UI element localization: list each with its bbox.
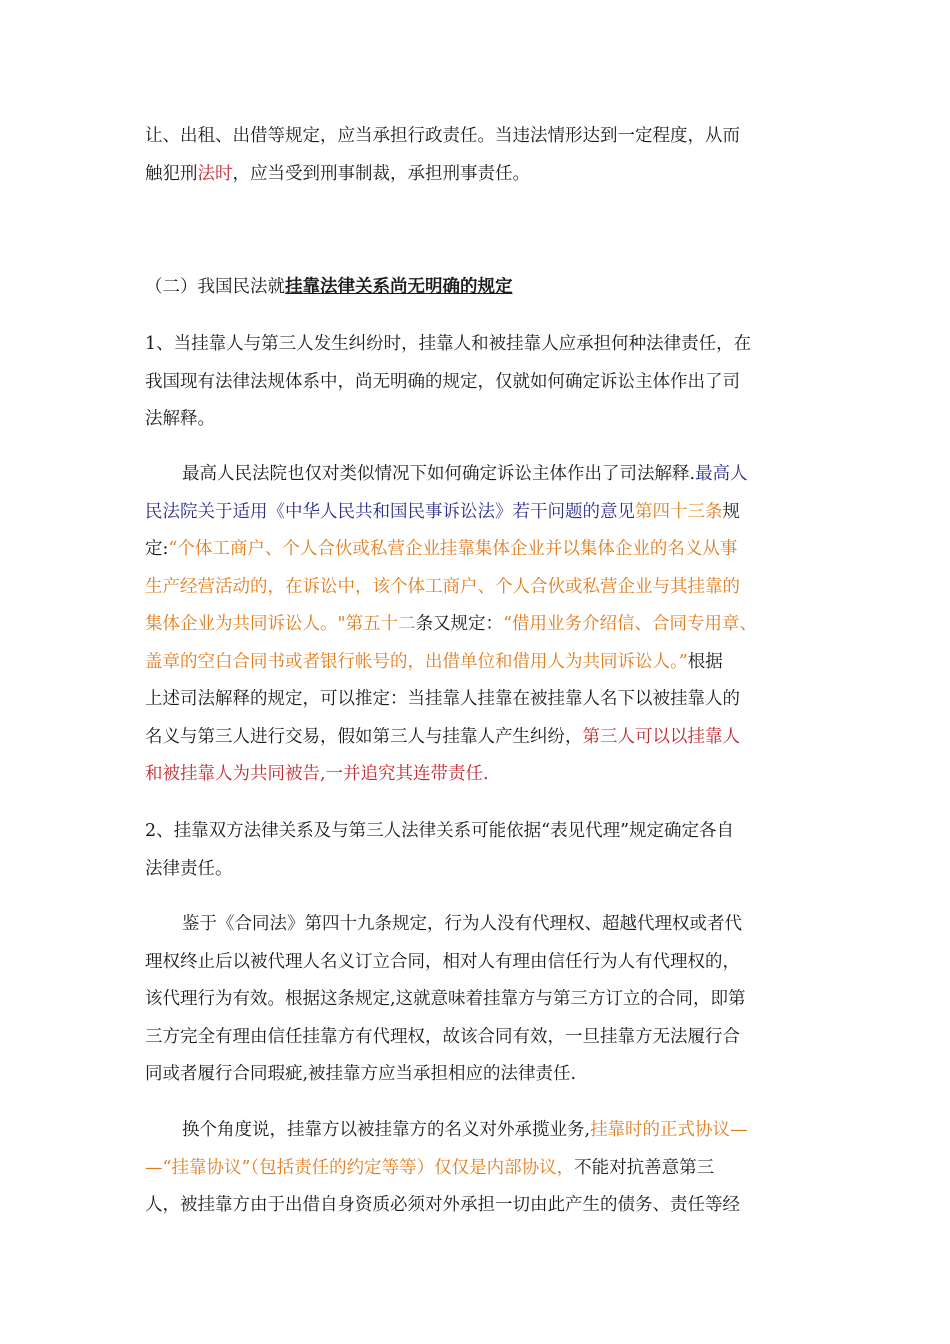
text-line: [145, 1150, 815, 1188]
text-span: 最高人民法院也仅对类似情况下如何确定诉讼主体作出了司法解释.: [182, 464, 696, 484]
highlight-orange: 第五十二: [345, 614, 416, 634]
section-heading: [145, 269, 815, 307]
text-line: 人，被挂靠方由于出借自身资质必须对外承担一切由此产生的债务、责任等经: [145, 1195, 740, 1215]
text-line: [145, 456, 815, 494]
text-span: 触犯刑: [145, 163, 198, 184]
text-line: [145, 644, 815, 682]
text-span: 定:: [145, 539, 169, 559]
text-line: 鉴于《合同法》第四十九条规定，行为人没有代理权、超越代理权或者代: [182, 914, 742, 934]
text-span: ，应当受到刑事制裁，承担刑事责任。: [232, 163, 530, 184]
text-line: 2、挂靠双方法律关系及与第三人法律关系可能依据“表见代理”规定确定各自: [145, 821, 735, 841]
heading-emphasis: 挂靠法律关系尚无明确的规定: [285, 277, 513, 297]
text-line: [145, 156, 815, 194]
heading-prefix: （二）我国民法就: [145, 277, 285, 297]
highlight-blue: 最高人: [695, 464, 748, 484]
text-span: 规: [722, 501, 740, 522]
highlight-blue: 民法院关于适用《中华人民共和国民事诉讼法》若干问题的意见: [145, 501, 635, 522]
text-span: 不能对抗善意第三: [574, 1157, 715, 1178]
text-line: 法律责任。: [145, 858, 233, 879]
highlight-orange: “借用业务介绍信、合同专用章、: [503, 614, 758, 634]
text-line: 三方完全有理由信任挂靠方有代理权，故该合同有效，一旦挂靠方无法履行合: [145, 1026, 740, 1047]
highlight-orange: 盖章的空白合同书或者银行帐号的，出借单位和借用人为共同诉讼人。”: [145, 651, 688, 672]
text-span: 条又规定：: [415, 614, 504, 634]
text-line: 生产经营活动的，在诉讼中，该个体工商户、个人合伙或私营企业与其挂靠的: [145, 576, 740, 597]
text-line: [145, 1112, 815, 1150]
text-line: 上述司法解释的规定，可以推定：当挂靠人挂靠在被挂靠人名下以被挂靠人的: [145, 689, 740, 709]
highlight-orange: 集体企业为共同诉讼人。": [145, 614, 346, 634]
text-line: 法解释。: [145, 409, 215, 429]
text-span: 根据: [687, 651, 723, 672]
paragraph-point-1: [145, 326, 815, 439]
highlight-orange: 挂靠时的正式协议—: [590, 1120, 748, 1140]
paragraph-criminal-liability: [145, 118, 815, 193]
text-line: 该代理行为有效。根据这条规定,这就意味着挂靠方与第三方订立的合同，即第: [145, 989, 746, 1009]
highlight-red: 第三人可以以挂靠人: [582, 726, 740, 747]
text-span: 换个角度说，挂靠方以被挂靠方的名义对外承揽业务,: [182, 1120, 591, 1140]
text-line: [145, 606, 815, 644]
text-line: [145, 531, 815, 569]
text-line: 让、出租、出借等规定，应当承担行政责任。当违法情形达到一定程度，从而: [145, 126, 740, 146]
highlight-orange: 第四十三条: [635, 501, 723, 522]
text-line: 同或者履行合同瑕疵,被挂靠方应当承担相应的法律责任.: [145, 1064, 577, 1084]
paragraph-judicial-interpretation: [145, 456, 815, 794]
text-line: 理权终止后以被代理人名义订立合同，相对人有理由信任行为人有代理权的，: [145, 951, 740, 972]
highlight-orange: “个体工商户、个人合伙或私营企业挂靠集体企业并以集体企业的名义从事: [168, 539, 738, 559]
text-line: 我国现有法律法规体系中，尚无明确的规定，仅就如何确定诉讼主体作出了司: [145, 371, 740, 392]
paragraph-contract-law: [145, 906, 815, 1094]
highlight-red: 法时: [197, 163, 233, 184]
heading-line: [145, 269, 815, 307]
text-line: 和被挂靠人为共同被告,一并追究其连带责任.: [145, 764, 489, 784]
text-span: 名义与第三人进行交易，假如第三人与挂靠人产生纠纷，: [145, 726, 583, 747]
text-line: 1、当挂靠人与第三人发生纠纷时，挂靠人和被挂靠人应承担何种法律责任，在: [145, 334, 752, 354]
text-line: [145, 719, 815, 757]
highlight-orange: —“挂靠协议”（包括责任的约定等等）仅仅是内部协议，: [145, 1157, 575, 1178]
paragraph-another-angle: [145, 1112, 815, 1225]
paragraph-point-2: [145, 813, 815, 888]
text-line: [145, 494, 815, 532]
